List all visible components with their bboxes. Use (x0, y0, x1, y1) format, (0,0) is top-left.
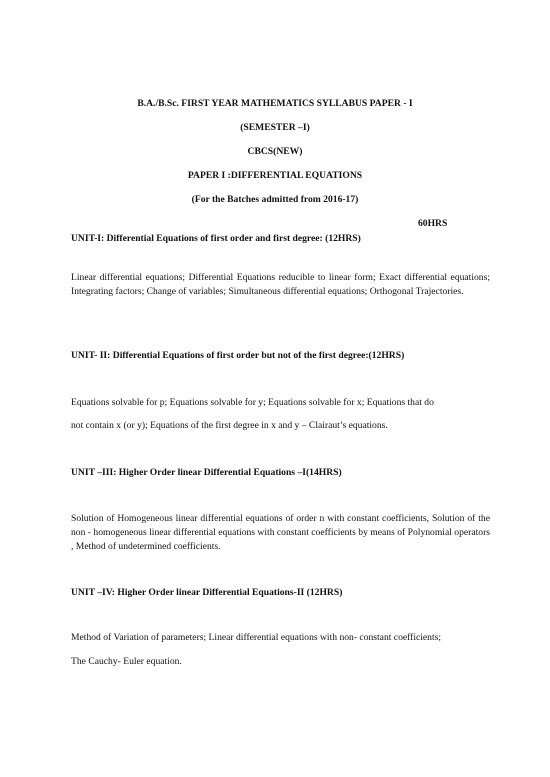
scheme-label: CBCS(NEW) (247, 146, 303, 157)
unit-4-heading: UNIT –IV: Higher Order linear Differential Equations-II (12HRS) (71, 587, 343, 598)
semester-label: (SEMESTER –I) (240, 122, 310, 133)
unit-1-heading: UNIT-I: Differential Equations of first order and first degree: (12HRS) (71, 233, 361, 244)
total-hours: 60HRS (418, 218, 448, 229)
unit-3-body: Solution of Homogeneous linear differential equations of order n with constant coefficients, Solution of the non - homogeneous linear differential equations with constant coefficients by means of Polynomial operators , Method of undetermined coefficients. (71, 513, 490, 552)
unit-3-heading: UNIT –III: Higher Order linear Differential Equations –I(14HRS) (71, 467, 342, 478)
batch-note: (For the Batches admitted from 2016-17) (191, 194, 359, 205)
unit-2-heading: UNIT- II: Differential Equations of first order but not of the first degree:(12HRS) (71, 350, 405, 361)
unit-4-body-line-2: The Cauchy- Euler equation. (71, 656, 182, 667)
unit-4-body-line-1: Method of Variation of parameters; Linear differential equations with non- constant coefficients; (71, 632, 442, 643)
unit-1-body: Linear differential equations; Differential Equations reducible to linear form; Exact differential equations; Integrating factors; Change of variables; Simultaneous differential equations; Orthogonal Trajectories. (71, 272, 490, 297)
syllabus-title: B.A./B.Sc. FIRST YEAR MATHEMATICS SYLLABUS PAPER - I (137, 98, 413, 109)
unit-2-body-line-1: Equations solvable for p; Equations solvable for y; Equations solvable for x; Equations that do (71, 397, 434, 408)
paper-title: PAPER I :DIFFERENTIAL EQUATIONS (187, 170, 363, 181)
unit-2-body-line-2: not contain x (or y); Equations of the first degree in x and y – Clairaut’s equations. (71, 420, 388, 431)
